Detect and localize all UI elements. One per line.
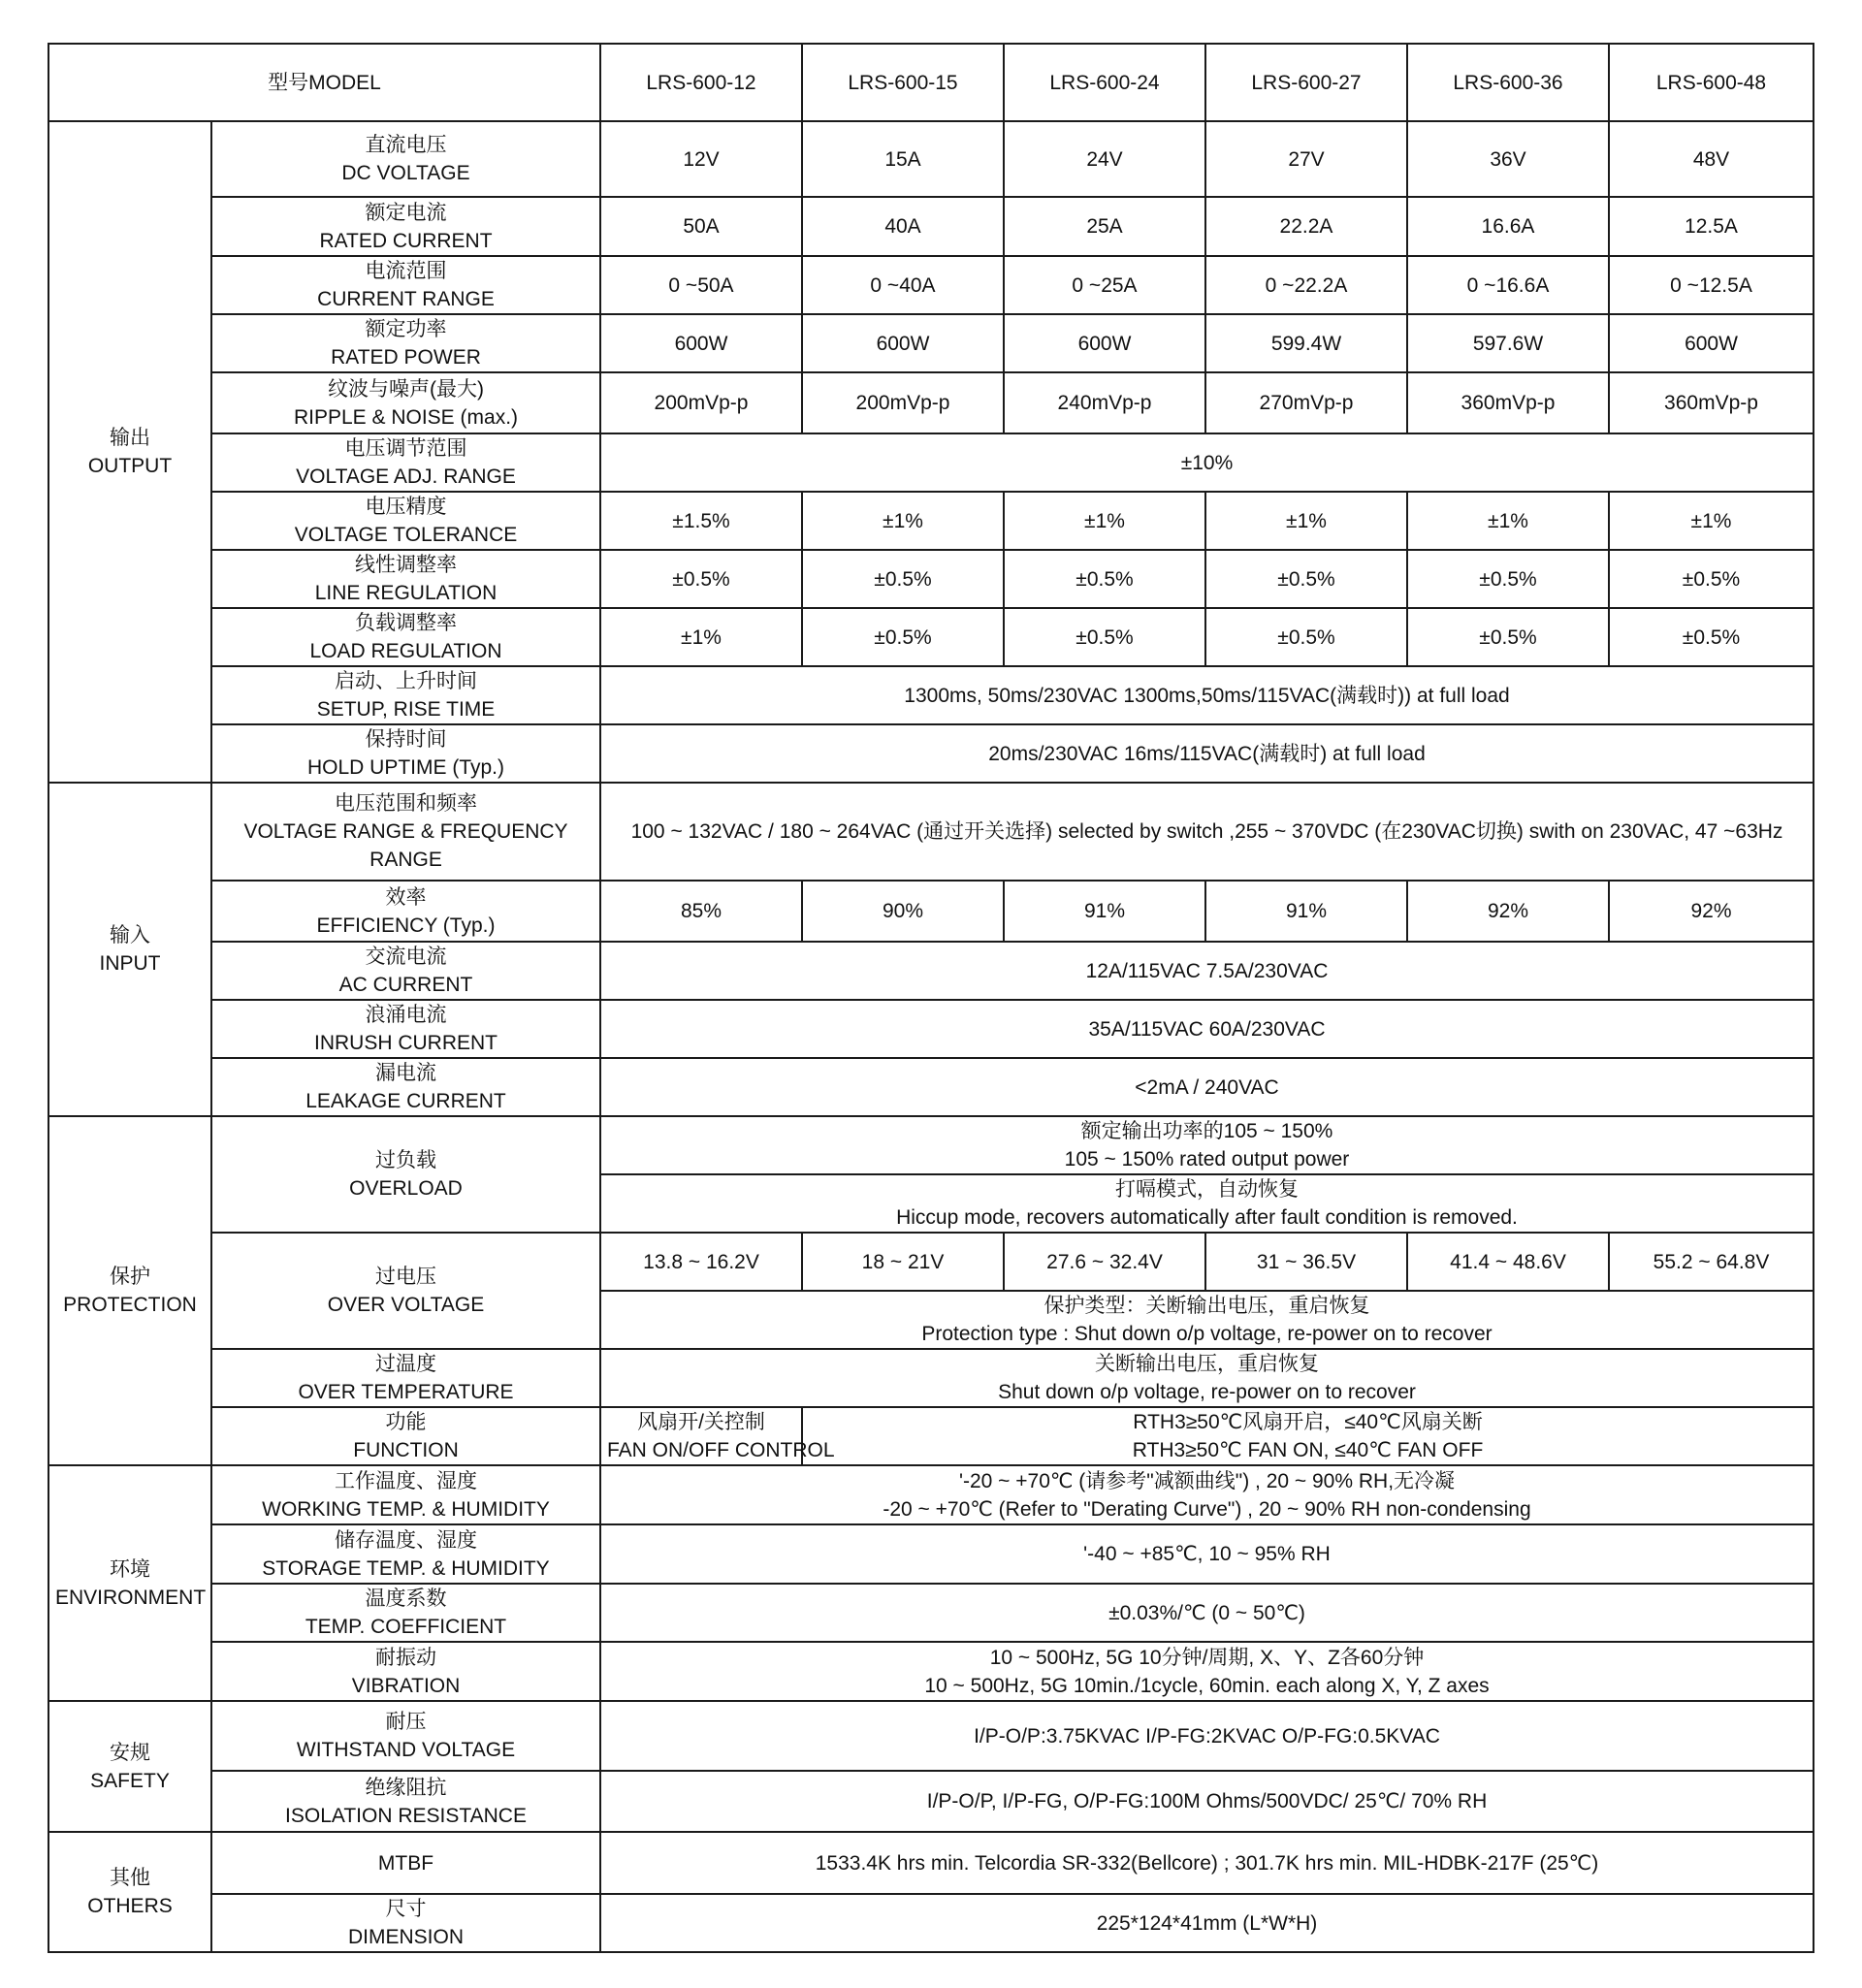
- param-over-voltage: 过电压 OVER VOLTAGE: [211, 1233, 600, 1349]
- param-isolation-resistance: 绝缘阻抗 ISOLATION RESISTANCE: [211, 1771, 600, 1832]
- param-mtbf: MTBF: [211, 1832, 600, 1894]
- value-cell: ±0.5%: [1609, 550, 1814, 608]
- value-cell: 600W: [802, 314, 1004, 372]
- param-ac-current: 交流电流 AC CURRENT: [211, 942, 600, 1000]
- value-cell: ±0.5%: [802, 550, 1004, 608]
- value-cell: 36V: [1407, 121, 1609, 197]
- value-cell: 91%: [1205, 881, 1407, 942]
- row-isolation-resistance: [48, 1771, 1814, 1832]
- value-cell: 91%: [1004, 881, 1205, 942]
- value-cell: 90%: [802, 881, 1004, 942]
- category-function: 功能 FUNCTION: [211, 1407, 600, 1465]
- value-cell: 12A/115VAC 7.5A/230VAC: [600, 942, 1814, 1000]
- row-working-temp: [48, 1465, 1814, 1524]
- param-hold-uptime: 保持时间 HOLD UPTIME (Typ.): [211, 724, 600, 783]
- model-lrs-600-24: LRS-600-24: [1004, 44, 1205, 121]
- row-setup-rise-time: [48, 666, 1814, 724]
- row-efficiency: [48, 881, 1814, 942]
- value-cell: 22.2A: [1205, 197, 1407, 256]
- value-cell: ±1%: [600, 608, 802, 666]
- value-cell: ±1%: [1205, 492, 1407, 550]
- value-cell: 100 ~ 132VAC / 180 ~ 264VAC (通过开关选择) selected by switch ,255 ~ 370VDC (在230VAC切换) swith on 230VAC, 47 ~63Hz: [600, 783, 1814, 881]
- param-rated-power: 额定功率 RATED POWER: [211, 314, 600, 372]
- param-storage-temp: 储存温度、湿度 STORAGE TEMP. & HUMIDITY: [211, 1524, 600, 1584]
- value-cell: RTH3≥50℃风扇开启，≤40℃风扇关断 RTH3≥50℃ FAN ON, ≤40℃ FAN OFF: [802, 1407, 1814, 1465]
- category-input: 输入 INPUT: [48, 783, 211, 1116]
- value-cell: ±10%: [600, 433, 1814, 492]
- value-cell: 10 ~ 500Hz, 5G 10分钟/周期, X、Y、Z各60分钟 10 ~ 500Hz, 5G 10min./1cycle, 60min. each along X, Y, Z axes: [600, 1642, 1814, 1701]
- param-voltage-range: 电压范围和频率 VOLTAGE RANGE & FREQUENCY RANGE: [211, 783, 600, 881]
- row-voltage-range: [48, 783, 1814, 881]
- param-over-temperature: 过温度 OVER TEMPERATURE: [211, 1349, 600, 1407]
- value-cell: 12.5A: [1609, 197, 1814, 256]
- param-efficiency: 效率 EFFICIENCY (Typ.): [211, 881, 600, 942]
- param-ripple-noise: 纹波与噪声(最大) RIPPLE & NOISE (max.): [211, 372, 600, 433]
- row-leakage-current: [48, 1058, 1814, 1116]
- row-ac-current: [48, 942, 1814, 1000]
- param-inrush-current: 浪涌电流 INRUSH CURRENT: [211, 1000, 600, 1058]
- model-lrs-600-12: LRS-600-12: [600, 44, 802, 121]
- value-cell: I/P-O/P, I/P-FG, O/P-FG:100M Ohms/500VDC/ 25℃/ 70% RH: [600, 1771, 1814, 1832]
- value-cell: 31 ~ 36.5V: [1205, 1233, 1407, 1291]
- model-label: 型号MODEL: [48, 44, 600, 121]
- value-cell: 360mVp-p: [1609, 372, 1814, 433]
- value-cell: ±0.5%: [1205, 608, 1407, 666]
- param-withstand-voltage: 耐压 WITHSTAND VOLTAGE: [211, 1701, 600, 1771]
- header-row: [48, 44, 1814, 121]
- value-cell: ±0.5%: [1407, 608, 1609, 666]
- row-mtbf: [48, 1832, 1814, 1894]
- param-overload: 过负载 OVERLOAD: [211, 1116, 600, 1233]
- value-cell: 599.4W: [1205, 314, 1407, 372]
- value-cell: 1533.4K hrs min. Telcordia SR-332(Bellcore) ; 301.7K hrs min. MIL-HDBK-217F (25℃): [600, 1832, 1814, 1894]
- category-environment: 环境 ENVIRONMENT: [48, 1465, 211, 1701]
- param-leakage-current: 漏电流 LEAKAGE CURRENT: [211, 1058, 600, 1116]
- value-cell: 200mVp-p: [600, 372, 802, 433]
- row-inrush-current: [48, 1000, 1814, 1058]
- param-voltage-tolerance: 电压精度 VOLTAGE TOLERANCE: [211, 492, 600, 550]
- value-cell: 597.6W: [1407, 314, 1609, 372]
- value-cell: 20ms/230VAC 16ms/115VAC(满载时) at full load: [600, 724, 1814, 783]
- value-cell: ±0.5%: [600, 550, 802, 608]
- row-rated-power: [48, 314, 1814, 372]
- value-cell: 0 ~16.6A: [1407, 256, 1609, 314]
- value-cell: 600W: [1004, 314, 1205, 372]
- value-cell: 225*124*41mm (L*W*H): [600, 1894, 1814, 1952]
- row-temp-coefficient: [48, 1584, 1814, 1642]
- value-cell: I/P-O/P:3.75KVAC I/P-FG:2KVAC O/P-FG:0.5KVAC: [600, 1701, 1814, 1771]
- row-withstand-voltage: [48, 1701, 1814, 1771]
- value-cell: 保护类型：关断输出电压，重启恢复 Protection type : Shut down o/p voltage, re-power on to recover: [600, 1291, 1814, 1349]
- value-cell: 27.6 ~ 32.4V: [1004, 1233, 1205, 1291]
- value-cell: ±0.5%: [1609, 608, 1814, 666]
- value-cell: 额定输出功率的105 ~ 150% 105 ~ 150% rated output power: [600, 1116, 1814, 1174]
- param-fan-control: 风扇开/关控制 FAN ON/OFF CONTROL: [600, 1407, 802, 1465]
- category-others: 其他 OTHERS: [48, 1832, 211, 1952]
- value-cell: 0 ~12.5A: [1609, 256, 1814, 314]
- model-lrs-600-48: LRS-600-48: [1609, 44, 1814, 121]
- value-cell: 0 ~50A: [600, 256, 802, 314]
- row-line-regulation: [48, 550, 1814, 608]
- model-lrs-600-15: LRS-600-15: [802, 44, 1004, 121]
- param-current-range: 电流范围 CURRENT RANGE: [211, 256, 600, 314]
- row-fan-control: [48, 1407, 1814, 1465]
- value-cell: 打嗝模式，自动恢复 Hiccup mode, recovers automatically after fault condition is removed.: [600, 1174, 1814, 1233]
- value-cell: 27V: [1205, 121, 1407, 197]
- param-temp-coefficient: 温度系数 TEMP. COEFFICIENT: [211, 1584, 600, 1642]
- row-rated-current: [48, 197, 1814, 256]
- value-cell: ±0.03%/℃ (0 ~ 50℃): [600, 1584, 1814, 1642]
- value-cell: ±0.5%: [1004, 608, 1205, 666]
- value-cell: 40A: [802, 197, 1004, 256]
- model-lrs-600-27: LRS-600-27: [1205, 44, 1407, 121]
- value-cell: ±0.5%: [1004, 550, 1205, 608]
- row-storage-temp: [48, 1524, 1814, 1584]
- category-output: 输出 OUTPUT: [48, 121, 211, 783]
- value-cell: 0 ~25A: [1004, 256, 1205, 314]
- value-cell: 50A: [600, 197, 802, 256]
- value-cell: 0 ~22.2A: [1205, 256, 1407, 314]
- param-dc-voltage: 直流电压 DC VOLTAGE: [211, 121, 600, 197]
- value-cell: 15A: [802, 121, 1004, 197]
- value-cell: 360mVp-p: [1407, 372, 1609, 433]
- value-cell: ±1.5%: [600, 492, 802, 550]
- value-cell: 55.2 ~ 64.8V: [1609, 1233, 1814, 1291]
- value-cell: 12V: [600, 121, 802, 197]
- value-cell: 600W: [600, 314, 802, 372]
- value-cell: '-40 ~ +85℃, 10 ~ 95% RH: [600, 1524, 1814, 1584]
- value-cell: <2mA / 240VAC: [600, 1058, 1814, 1116]
- value-cell: ±1%: [1004, 492, 1205, 550]
- value-cell: ±1%: [1407, 492, 1609, 550]
- value-cell: 200mVp-p: [802, 372, 1004, 433]
- value-cell: 1300ms, 50ms/230VAC 1300ms,50ms/115VAC(满载时)) at full load: [600, 666, 1814, 724]
- value-cell: 85%: [600, 881, 802, 942]
- param-vibration: 耐振动 VIBRATION: [211, 1642, 600, 1701]
- param-line-regulation: 线性调整率 LINE REGULATION: [211, 550, 600, 608]
- param-dimension: 尺寸 DIMENSION: [211, 1894, 600, 1952]
- value-cell: 270mVp-p: [1205, 372, 1407, 433]
- row-overload-1: [48, 1116, 1814, 1174]
- value-cell: 240mVp-p: [1004, 372, 1205, 433]
- row-over-voltage: [48, 1233, 1814, 1291]
- row-voltage-adj-range: [48, 433, 1814, 492]
- row-ripple-noise: [48, 372, 1814, 433]
- value-cell: 18 ~ 21V: [802, 1233, 1004, 1291]
- row-dc-voltage: [48, 121, 1814, 197]
- value-cell: 16.6A: [1407, 197, 1609, 256]
- value-cell: 48V: [1609, 121, 1814, 197]
- row-load-regulation: [48, 608, 1814, 666]
- category-safety: 安规 SAFETY: [48, 1701, 211, 1832]
- value-cell: ±0.5%: [802, 608, 1004, 666]
- value-cell: 13.8 ~ 16.2V: [600, 1233, 802, 1291]
- model-lrs-600-36: LRS-600-36: [1407, 44, 1609, 121]
- value-cell: ±1%: [802, 492, 1004, 550]
- param-setup-rise-time: 启动、上升时间 SETUP, RISE TIME: [211, 666, 600, 724]
- value-cell: 关断输出电压，重启恢复 Shut down o/p voltage, re-power on to recover: [600, 1349, 1814, 1407]
- category-protection: 保护 PROTECTION: [48, 1116, 211, 1465]
- param-voltage-adj-range: 电压调节范围 VOLTAGE ADJ. RANGE: [211, 433, 600, 492]
- value-cell: ±1%: [1609, 492, 1814, 550]
- row-voltage-tolerance: [48, 492, 1814, 550]
- value-cell: 41.4 ~ 48.6V: [1407, 1233, 1609, 1291]
- spec-table: [48, 43, 1814, 1953]
- value-cell: ±0.5%: [1205, 550, 1407, 608]
- row-hold-uptime: [48, 724, 1814, 783]
- value-cell: 0 ~40A: [802, 256, 1004, 314]
- value-cell: 92%: [1407, 881, 1609, 942]
- value-cell: 92%: [1609, 881, 1814, 942]
- value-cell: 25A: [1004, 197, 1205, 256]
- param-load-regulation: 负载调整率 LOAD REGULATION: [211, 608, 600, 666]
- value-cell: 600W: [1609, 314, 1814, 372]
- value-cell: 24V: [1004, 121, 1205, 197]
- row-current-range: [48, 256, 1814, 314]
- value-cell: '-20 ~ +70℃ (请参考"减额曲线") , 20 ~ 90% RH,无冷凝 -20 ~ +70℃ (Refer to "Derating Curve") , 20 ~ 90% RH non-condensing: [600, 1465, 1814, 1524]
- param-rated-current: 额定电流 RATED CURRENT: [211, 197, 600, 256]
- row-dimension: [48, 1894, 1814, 1952]
- row-vibration: [48, 1642, 1814, 1701]
- param-working-temp: 工作温度、湿度 WORKING TEMP. & HUMIDITY: [211, 1465, 600, 1524]
- value-cell: ±0.5%: [1407, 550, 1609, 608]
- value-cell: 35A/115VAC 60A/230VAC: [600, 1000, 1814, 1058]
- row-over-temperature: [48, 1349, 1814, 1407]
